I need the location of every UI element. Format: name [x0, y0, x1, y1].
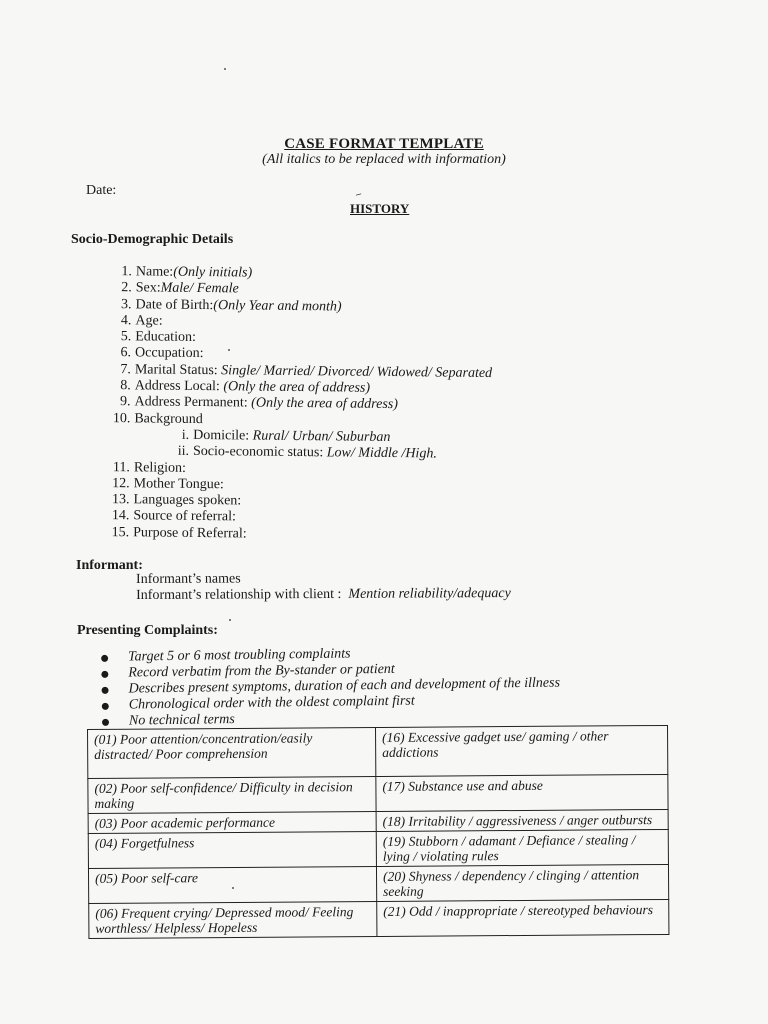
table-cell: (03) Poor academic performance [88, 811, 376, 833]
table-cell: (20) Shyness / dependency / clinging / attention seeking [376, 864, 668, 901]
list-item: 7. Marital Status: Single/ Married/ Divorced/ Widowed/ Separated [120, 361, 493, 381]
list-item: 6. Occupation: [120, 345, 204, 362]
scan-speck [228, 349, 230, 351]
list-item: 8. Address Local: (Only the area of address) [120, 378, 371, 396]
date-label: Date: [86, 183, 117, 198]
list-item: 12. Mother Tongue: [112, 475, 224, 493]
bullet-item: Describes present symptoms, duration of each and development of the illness [96, 676, 560, 698]
history-heading: HISTORY [350, 201, 410, 216]
list-subitem: i. Domicile: Rural/ Urban/ Suburban [181, 427, 391, 445]
table-cell: (18) Irritability / aggressiveness / anger outbursts [376, 809, 668, 831]
table-cell: (16) Excessive gadget use/ gaming / other addictions [375, 725, 667, 776]
presenting-bullets [96, 644, 561, 730]
table-row [88, 829, 668, 868]
table-cell: (04) Forgetfulness [88, 831, 376, 868]
informant-names-line: Informant’s names [136, 571, 241, 587]
bullet-item: Target 5 or 6 most troubling complaints [96, 644, 560, 666]
list-item: 2. Sex: Male/ Female [121, 280, 239, 297]
table-row [88, 725, 668, 778]
list-item: 13. Languages spoken: [111, 492, 242, 509]
table-cell: (01) Poor attention/concentration/easily distracted/ Poor comprehension [88, 727, 376, 778]
list-item: 14. Source of referral: [111, 508, 237, 525]
list-item: 11. Religion: [112, 459, 187, 476]
list-item: 5. Education: [120, 329, 196, 346]
table-row [88, 864, 668, 903]
bullet-item: No technical terms [97, 708, 561, 730]
table-row [89, 899, 669, 938]
bullet-icon [101, 654, 108, 661]
table-cell: (19) Stubborn / adamant / Defiance / stealing / lying / violating rules [376, 829, 668, 866]
bullet-icon [102, 702, 109, 709]
scan-speck [229, 619, 231, 621]
list-item: 9. Address Permanent: (Only the area of address) [119, 394, 398, 413]
list-item: 10. Background [112, 410, 203, 427]
tick-mark: ⸝ [354, 186, 365, 200]
scan-speck [224, 68, 226, 70]
bullet-item: Record verbatim from the By-stander or patient [96, 660, 560, 682]
scan-speck [232, 887, 234, 889]
informant-relationship-line: Informant’s relationship with client : Mention reliability/adequacy [136, 586, 511, 603]
table-cell: (17) Substance use and abuse [376, 774, 668, 811]
table-row [88, 774, 668, 813]
table-cell: (05) Poor self-care [88, 866, 376, 903]
table-cell: (02) Poor self-confidence/ Difficulty in decision making [88, 776, 376, 813]
bullet-item: Chronological order with the oldest complaint first [97, 692, 561, 714]
list-item: 3. Date of Birth: (Only Year and month) [121, 296, 342, 315]
table-cell: (06) Frequent crying/ Depressed mood/ Feeling worthless/ Helpless/ Hopeless [89, 901, 377, 938]
bullet-icon [102, 686, 109, 693]
list-item: 15. Purpose of Referral: [111, 524, 247, 542]
document-subtitle: (All italics to be replaced with information) [262, 152, 506, 167]
socio-demographic-heading: Socio-Demographic Details [71, 232, 234, 247]
bullet-icon [102, 718, 109, 725]
presenting-complaints-heading: Presenting Complaints: [77, 623, 218, 638]
list-item: 4. Age: [120, 313, 163, 329]
bullet-icon [101, 670, 108, 677]
list-subitem: ii. Socio-economic status: Low/ Middle /High. [177, 444, 437, 462]
socio-demographic-list [102, 264, 493, 545]
complaints-table [87, 725, 669, 939]
table-cell: (21) Odd / inappropriate / stereotyped behaviours [377, 899, 669, 936]
informant-heading: Informant: [76, 558, 143, 573]
list-item: 1. Name: (Only initials) [121, 264, 253, 281]
informant-block [136, 570, 511, 604]
document-title: CASE FORMAT TEMPLATE [284, 136, 484, 152]
